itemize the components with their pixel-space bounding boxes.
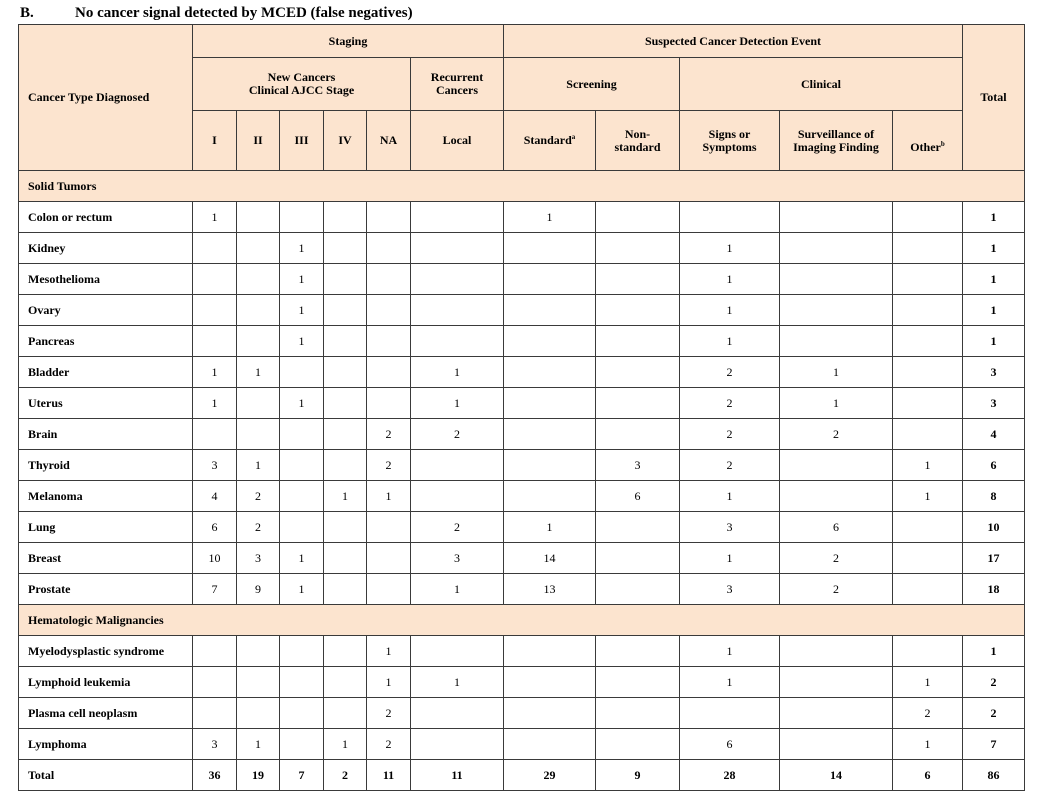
- count-cell: [780, 636, 893, 667]
- count-cell: [280, 667, 324, 698]
- count-cell: 1: [411, 667, 504, 698]
- count-cell: [504, 698, 596, 729]
- row-total-cell: 4: [963, 419, 1025, 450]
- count-cell: 2: [367, 698, 411, 729]
- table-row: [19, 295, 1025, 326]
- count-cell: [596, 574, 680, 605]
- count-cell: [367, 233, 411, 264]
- count-cell: 2: [367, 450, 411, 481]
- count-cell: [367, 326, 411, 357]
- table-row: [19, 326, 1025, 357]
- count-cell: 1: [680, 481, 780, 512]
- cancer-type-cell: Bladder: [19, 357, 193, 388]
- count-cell: 3: [596, 450, 680, 481]
- count-cell: 1: [367, 667, 411, 698]
- table-title: [20, 5, 413, 23]
- count-cell: 6: [596, 481, 680, 512]
- cancer-type-cell: Breast: [19, 543, 193, 574]
- table-row: [19, 388, 1025, 419]
- count-cell: [504, 636, 596, 667]
- row-total-cell: 1: [963, 326, 1025, 357]
- count-cell: [193, 419, 237, 450]
- count-cell: [504, 295, 596, 326]
- row-total-cell: 1: [963, 264, 1025, 295]
- section-label: Hematologic Malignancies: [19, 605, 1025, 636]
- count-cell: [193, 636, 237, 667]
- count-cell: [237, 202, 280, 233]
- row-total-cell: 2: [963, 667, 1025, 698]
- count-cell: [411, 233, 504, 264]
- count-cell: [237, 419, 280, 450]
- count-cell: [411, 450, 504, 481]
- count-cell: 9: [596, 760, 680, 791]
- count-cell: 1: [893, 667, 963, 698]
- count-cell: 29: [504, 760, 596, 791]
- row-total-cell: 1: [963, 295, 1025, 326]
- cancer-type-cell: Thyroid: [19, 450, 193, 481]
- count-cell: [596, 388, 680, 419]
- count-cell: 6: [893, 760, 963, 791]
- count-cell: [504, 357, 596, 388]
- section-solid-tumors: [19, 171, 1025, 202]
- count-cell: [324, 667, 367, 698]
- count-cell: 1: [680, 295, 780, 326]
- count-cell: 1: [193, 357, 237, 388]
- row-total-cell: 3: [963, 388, 1025, 419]
- count-cell: 1: [780, 388, 893, 419]
- count-cell: 2: [680, 419, 780, 450]
- count-cell: 1: [367, 636, 411, 667]
- count-cell: 2: [367, 419, 411, 450]
- false-negatives-table: [18, 24, 1025, 791]
- count-cell: 1: [324, 729, 367, 760]
- count-cell: [893, 636, 963, 667]
- count-cell: 3: [680, 512, 780, 543]
- count-cell: [324, 295, 367, 326]
- count-cell: 3: [193, 450, 237, 481]
- count-cell: [893, 574, 963, 605]
- count-cell: [596, 419, 680, 450]
- count-cell: 1: [324, 481, 367, 512]
- count-cell: 1: [680, 667, 780, 698]
- count-cell: 1: [411, 357, 504, 388]
- table-caption: No cancer signal detected by MCED (false negatives): [75, 5, 413, 21]
- count-cell: [780, 729, 893, 760]
- row-total-cell: 2: [963, 698, 1025, 729]
- table-row: [19, 264, 1025, 295]
- count-cell: 9: [237, 574, 280, 605]
- count-cell: 19: [237, 760, 280, 791]
- count-cell: 1: [680, 543, 780, 574]
- count-cell: 1: [504, 202, 596, 233]
- header-stage-iv: IV: [324, 111, 367, 171]
- count-cell: [280, 698, 324, 729]
- count-cell: [596, 357, 680, 388]
- count-cell: [504, 450, 596, 481]
- count-cell: [324, 326, 367, 357]
- count-cell: [893, 202, 963, 233]
- count-cell: 1: [504, 512, 596, 543]
- count-cell: [280, 729, 324, 760]
- count-cell: [367, 295, 411, 326]
- header-stage-ii: II: [237, 111, 280, 171]
- count-cell: [324, 450, 367, 481]
- table-row: [19, 233, 1025, 264]
- count-cell: 2: [237, 512, 280, 543]
- count-cell: 2: [780, 419, 893, 450]
- count-cell: [324, 512, 367, 543]
- count-cell: [596, 636, 680, 667]
- count-cell: [596, 202, 680, 233]
- table-row: [19, 729, 1025, 760]
- table-row: [19, 481, 1025, 512]
- count-cell: [324, 202, 367, 233]
- count-cell: 1: [680, 233, 780, 264]
- count-cell: [367, 202, 411, 233]
- count-cell: [237, 388, 280, 419]
- row-total-cell: 6: [963, 450, 1025, 481]
- header-cancer-type: Cancer Type Diagnosed: [19, 25, 193, 171]
- count-cell: 1: [280, 388, 324, 419]
- table-row: [19, 667, 1025, 698]
- count-cell: 3: [193, 729, 237, 760]
- count-cell: 1: [237, 729, 280, 760]
- section-label: Solid Tumors: [19, 171, 1025, 202]
- count-cell: 14: [504, 543, 596, 574]
- count-cell: [367, 543, 411, 574]
- count-cell: [893, 388, 963, 419]
- cancer-type-cell: Uterus: [19, 388, 193, 419]
- count-cell: [596, 264, 680, 295]
- count-cell: [596, 729, 680, 760]
- count-cell: 1: [237, 357, 280, 388]
- section-hematologic: [19, 605, 1025, 636]
- count-cell: 1: [193, 202, 237, 233]
- count-cell: 1: [680, 636, 780, 667]
- count-cell: 1: [193, 388, 237, 419]
- row-total-cell: 8: [963, 481, 1025, 512]
- table-body: [19, 171, 1025, 791]
- count-cell: 1: [893, 450, 963, 481]
- count-cell: [893, 295, 963, 326]
- cancer-type-cell: Plasma cell neoplasm: [19, 698, 193, 729]
- count-cell: [411, 729, 504, 760]
- count-cell: [780, 481, 893, 512]
- count-cell: [680, 698, 780, 729]
- count-cell: [324, 698, 367, 729]
- count-cell: [280, 357, 324, 388]
- count-cell: [596, 698, 680, 729]
- count-cell: 1: [893, 729, 963, 760]
- table-row: [19, 357, 1025, 388]
- count-cell: [504, 326, 596, 357]
- header-other: Other$^b$: [893, 111, 963, 171]
- header-standard: Standard$^a$: [504, 111, 596, 171]
- table-row: [19, 419, 1025, 450]
- count-cell: [324, 357, 367, 388]
- count-cell: [280, 636, 324, 667]
- header-surveillance: Surveillance of Imaging Finding: [780, 111, 893, 171]
- header-stage-iii: III: [280, 111, 324, 171]
- count-cell: [411, 698, 504, 729]
- cancer-type-cell: Myelodysplastic syndrome: [19, 636, 193, 667]
- count-cell: 1: [893, 481, 963, 512]
- header-nonstandard: Non- standard: [596, 111, 680, 171]
- count-cell: 3: [237, 543, 280, 574]
- count-cell: 6: [680, 729, 780, 760]
- header-local: Local: [411, 111, 504, 171]
- count-cell: 2: [324, 760, 367, 791]
- header-recurrent-cancers: Recurrent Cancers: [411, 58, 504, 111]
- count-cell: 2: [411, 512, 504, 543]
- count-cell: [893, 326, 963, 357]
- count-cell: 2: [680, 450, 780, 481]
- count-cell: 2: [780, 543, 893, 574]
- table-row: [19, 574, 1025, 605]
- count-cell: [324, 233, 367, 264]
- cancer-type-cell: Lymphoid leukemia: [19, 667, 193, 698]
- count-cell: 2: [237, 481, 280, 512]
- count-cell: [237, 326, 280, 357]
- count-cell: [411, 326, 504, 357]
- count-cell: [324, 574, 367, 605]
- count-cell: [411, 264, 504, 295]
- header-stage-na: NA: [367, 111, 411, 171]
- row-total-cell: 1: [963, 202, 1025, 233]
- count-cell: 2: [893, 698, 963, 729]
- count-cell: [411, 202, 504, 233]
- count-cell: 3: [411, 543, 504, 574]
- row-total-cell: 3: [963, 357, 1025, 388]
- count-cell: [893, 419, 963, 450]
- count-cell: 2: [411, 419, 504, 450]
- count-cell: [596, 667, 680, 698]
- count-cell: [237, 698, 280, 729]
- count-cell: 10: [193, 543, 237, 574]
- count-cell: 1: [680, 264, 780, 295]
- row-total-cell: 1: [963, 636, 1025, 667]
- count-cell: [324, 264, 367, 295]
- count-cell: [237, 295, 280, 326]
- count-cell: [680, 202, 780, 233]
- count-cell: [504, 264, 596, 295]
- table-row: [19, 698, 1025, 729]
- table-row: [19, 512, 1025, 543]
- count-cell: [193, 698, 237, 729]
- count-cell: 14: [780, 760, 893, 791]
- table-row: [19, 450, 1025, 481]
- table-row: [19, 202, 1025, 233]
- count-cell: [193, 233, 237, 264]
- count-cell: [367, 357, 411, 388]
- count-cell: [780, 202, 893, 233]
- row-total-cell: 10: [963, 512, 1025, 543]
- count-cell: [893, 543, 963, 574]
- header-stage-i: I: [193, 111, 237, 171]
- count-cell: [893, 264, 963, 295]
- cancer-type-cell: Melanoma: [19, 481, 193, 512]
- count-cell: 1: [280, 574, 324, 605]
- cancer-type-cell: Ovary: [19, 295, 193, 326]
- cancer-type-cell: Prostate: [19, 574, 193, 605]
- cancer-type-cell: Lymphoma: [19, 729, 193, 760]
- count-cell: 6: [193, 512, 237, 543]
- count-cell: [193, 667, 237, 698]
- count-cell: [324, 419, 367, 450]
- count-cell: 1: [780, 357, 893, 388]
- count-cell: [367, 264, 411, 295]
- count-cell: [193, 326, 237, 357]
- header-signs-symptoms: Signs or Symptoms: [680, 111, 780, 171]
- header-total: Total: [963, 25, 1025, 171]
- count-cell: 28: [680, 760, 780, 791]
- count-cell: [280, 450, 324, 481]
- count-cell: [367, 512, 411, 543]
- count-cell: 7: [280, 760, 324, 791]
- count-cell: [893, 233, 963, 264]
- count-cell: [237, 233, 280, 264]
- header-suspected-event: Suspected Cancer Detection Event: [504, 25, 963, 58]
- count-cell: [367, 388, 411, 419]
- cancer-type-cell: Total: [19, 760, 193, 791]
- count-cell: [411, 481, 504, 512]
- count-cell: [237, 636, 280, 667]
- cancer-type-cell: Mesothelioma: [19, 264, 193, 295]
- total-row: [19, 760, 1025, 791]
- count-cell: [780, 450, 893, 481]
- count-cell: [893, 357, 963, 388]
- count-cell: 1: [237, 450, 280, 481]
- count-cell: [280, 419, 324, 450]
- count-cell: [780, 698, 893, 729]
- count-cell: [596, 543, 680, 574]
- count-cell: 2: [367, 729, 411, 760]
- count-cell: 6: [780, 512, 893, 543]
- count-cell: 1: [680, 326, 780, 357]
- count-cell: [504, 481, 596, 512]
- cancer-type-cell: Lung: [19, 512, 193, 543]
- table-row: [19, 636, 1025, 667]
- row-total-cell: 18: [963, 574, 1025, 605]
- count-cell: 1: [280, 326, 324, 357]
- header-new-cancers: New Cancers Clinical AJCC Stage: [193, 58, 411, 111]
- count-cell: 36: [193, 760, 237, 791]
- count-cell: [596, 295, 680, 326]
- header-screening: Screening: [504, 58, 680, 111]
- cancer-type-cell: Kidney: [19, 233, 193, 264]
- count-cell: [504, 388, 596, 419]
- cancer-type-cell: Brain: [19, 419, 193, 450]
- count-cell: [193, 264, 237, 295]
- count-cell: 1: [280, 233, 324, 264]
- header-clinical: Clinical: [680, 58, 963, 111]
- count-cell: [780, 264, 893, 295]
- count-cell: [504, 667, 596, 698]
- count-cell: [193, 295, 237, 326]
- count-cell: [504, 419, 596, 450]
- row-total-cell: 7: [963, 729, 1025, 760]
- row-total-cell: 86: [963, 760, 1025, 791]
- count-cell: [780, 667, 893, 698]
- count-cell: 11: [411, 760, 504, 791]
- count-cell: 1: [280, 543, 324, 574]
- count-cell: 4: [193, 481, 237, 512]
- count-cell: [780, 233, 893, 264]
- count-cell: [280, 512, 324, 543]
- count-cell: [324, 388, 367, 419]
- table-label: B.: [20, 5, 34, 21]
- count-cell: [596, 326, 680, 357]
- cancer-type-cell: Pancreas: [19, 326, 193, 357]
- cancer-type-cell: Colon or rectum: [19, 202, 193, 233]
- count-cell: [780, 295, 893, 326]
- count-cell: 2: [780, 574, 893, 605]
- count-cell: [280, 481, 324, 512]
- count-cell: [324, 543, 367, 574]
- header-staging: Staging: [193, 25, 504, 58]
- count-cell: 3: [680, 574, 780, 605]
- count-cell: 13: [504, 574, 596, 605]
- count-cell: 7: [193, 574, 237, 605]
- count-cell: 2: [680, 357, 780, 388]
- table-row: [19, 543, 1025, 574]
- count-cell: [411, 295, 504, 326]
- count-cell: [280, 202, 324, 233]
- count-cell: [411, 636, 504, 667]
- count-cell: [504, 729, 596, 760]
- count-cell: [596, 233, 680, 264]
- count-cell: 11: [367, 760, 411, 791]
- row-total-cell: 17: [963, 543, 1025, 574]
- count-cell: 1: [411, 388, 504, 419]
- row-total-cell: 1: [963, 233, 1025, 264]
- count-cell: [237, 264, 280, 295]
- count-cell: [324, 636, 367, 667]
- count-cell: 1: [411, 574, 504, 605]
- count-cell: [893, 512, 963, 543]
- count-cell: [367, 574, 411, 605]
- count-cell: [780, 326, 893, 357]
- count-cell: 1: [367, 481, 411, 512]
- count-cell: [504, 233, 596, 264]
- count-cell: 1: [280, 264, 324, 295]
- table-header: [19, 25, 1025, 171]
- count-cell: [596, 512, 680, 543]
- count-cell: 1: [280, 295, 324, 326]
- count-cell: [237, 667, 280, 698]
- count-cell: 2: [680, 388, 780, 419]
